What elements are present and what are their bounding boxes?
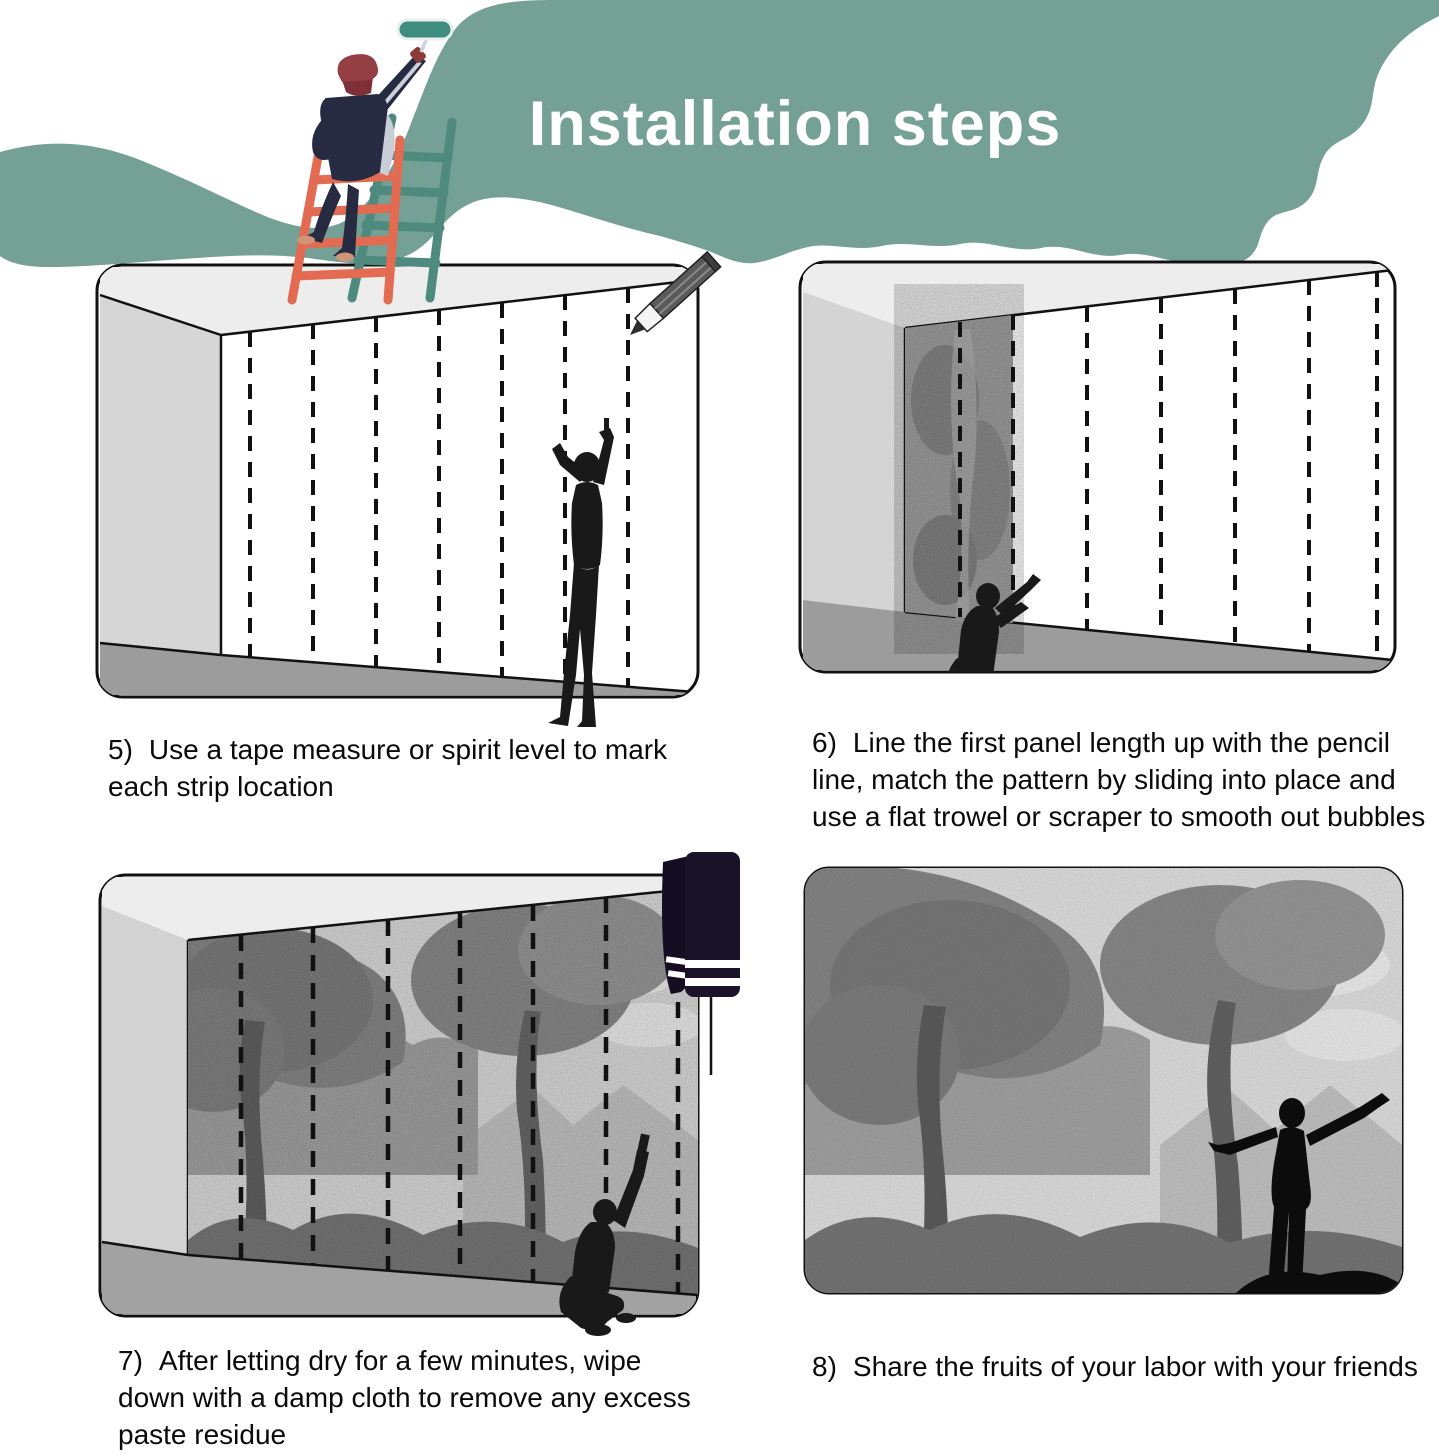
step-text: Line the first panel length up with the pencil line, match the pattern by sliding into place and use a flat trowel or scraper to smooth out bubbles	[812, 727, 1426, 832]
step7-illustration	[93, 840, 753, 1370]
step-number: 8)	[812, 1351, 837, 1382]
step-number: 6)	[812, 727, 837, 758]
step-text: Use a tape measure or spirit level to mark each strip location	[108, 734, 668, 802]
left-wall	[100, 295, 221, 655]
step7-caption	[118, 1342, 713, 1453]
finished-forest-mural	[800, 866, 1405, 1293]
step-number: 7)	[118, 1345, 143, 1376]
forest-mural	[141, 888, 703, 1298]
step8-illustration	[800, 845, 1439, 1325]
step6-illustration	[795, 240, 1435, 720]
left-wall	[102, 906, 188, 1255]
left-wall	[803, 292, 905, 612]
step8-caption	[812, 1348, 1418, 1385]
step5-illustration	[90, 235, 730, 735]
step-number: 5)	[108, 734, 133, 765]
painter-on-ladder	[250, 0, 510, 310]
step-text: Share the fruits of your labor with your friends	[852, 1351, 1418, 1382]
step6-caption	[812, 724, 1439, 835]
page-title: Installation steps	[528, 89, 1062, 159]
step5-caption	[108, 731, 703, 805]
step-text: After letting dry for a few minutes, wipe down with a damp cloth to remove any excess paste residue	[118, 1345, 691, 1450]
